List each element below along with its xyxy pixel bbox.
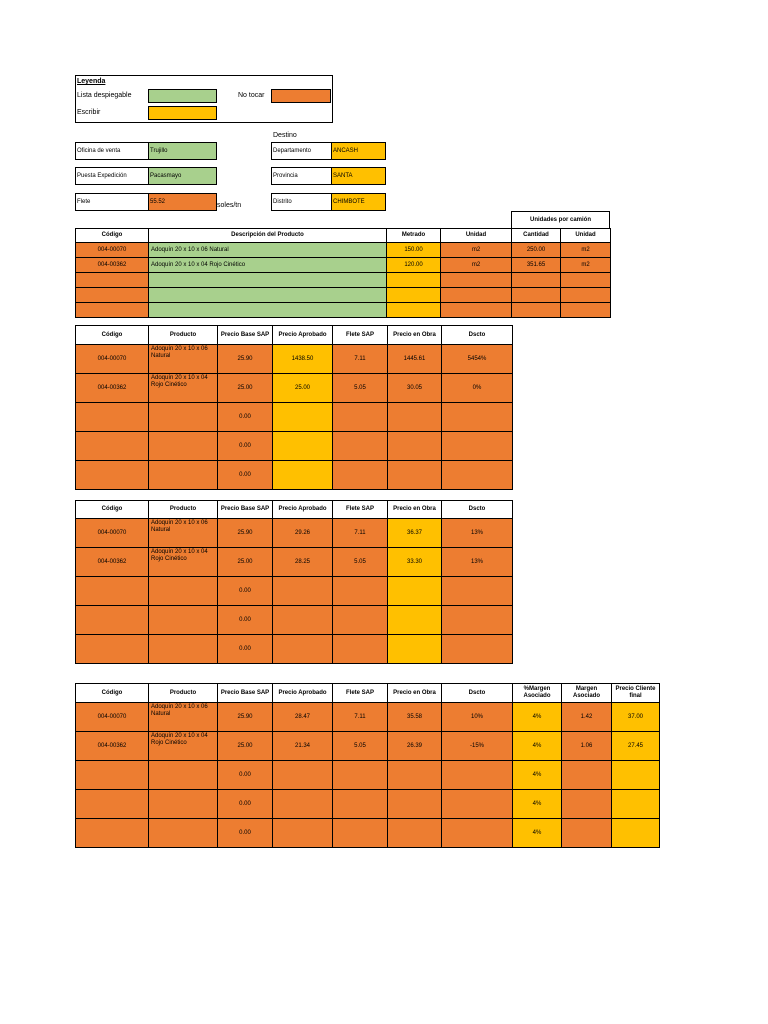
cell-precio-aprobado-input[interactable]: 1438.50 — [273, 345, 333, 374]
legend-swatch-donttouch — [271, 89, 331, 103]
col-precio-aprobado: Precio Aprobado — [273, 326, 333, 345]
cell-precio-base: 0.00 — [218, 432, 273, 461]
legend-swatch-write — [148, 106, 217, 120]
cell-precio-cliente-input[interactable]: 37.00 — [612, 703, 660, 732]
flete-label: Flete — [77, 199, 91, 205]
destination-title: Destino — [273, 132, 297, 139]
cell-dscto: 0% — [442, 374, 513, 403]
col-codigo: Código — [76, 229, 149, 243]
cell-precio-base: 0.00 — [218, 819, 273, 848]
cell-precio-obra: 30.05 — [388, 374, 442, 403]
cell-precio-obra-input[interactable]: 36.37 — [388, 519, 442, 548]
cell-margen — [562, 761, 612, 790]
cell-precio-cliente-input[interactable] — [612, 819, 660, 848]
puesta-select[interactable] — [148, 167, 217, 185]
cell-producto: Adoquín 20 x 10 x 06 Natural — [149, 703, 218, 732]
cell-precio-obra — [388, 790, 442, 819]
cell-margen: 1.42 — [562, 703, 612, 732]
col-cantidad: Cantidad — [512, 229, 561, 243]
cell-dscto — [442, 577, 513, 606]
oficina-select[interactable] — [148, 142, 217, 160]
price2-header-row — [76, 501, 513, 519]
col-precio-aprobado: Precio Aprobado — [273, 684, 333, 703]
cell-codigo: 004-00362 — [76, 258, 149, 273]
col-producto: Producto — [149, 501, 218, 519]
table-row — [76, 374, 513, 403]
cell-producto: Adoquín 20 x 10 x 04 Rojo Cinético — [149, 548, 218, 577]
cell-codigo: 004-00070 — [76, 703, 149, 732]
cell-flete: 5.05 — [333, 548, 388, 577]
cell-precio-cliente-input[interactable] — [612, 790, 660, 819]
cell-codigo — [76, 761, 149, 790]
cell-precio-aprobado: 28.47 — [273, 703, 333, 732]
cell-pct-margen-input[interactable]: 4% — [513, 732, 562, 761]
cell-codigo — [76, 577, 149, 606]
price-table-2 — [75, 500, 513, 664]
cell-unidad — [441, 288, 512, 303]
col-codigo: Código — [76, 501, 149, 519]
cell-precio-base: 25.90 — [218, 703, 273, 732]
cell-cantidad — [512, 303, 561, 318]
table-row — [76, 403, 513, 432]
table-row — [76, 732, 660, 761]
cell-dscto — [442, 403, 513, 432]
cell-precio-base: 25.00 — [218, 374, 273, 403]
col-flete-sap: Flete SAP — [333, 684, 388, 703]
cell-precio-aprobado-input[interactable] — [273, 461, 333, 490]
cell-dscto — [442, 432, 513, 461]
cell-precio-base: 0.00 — [218, 403, 273, 432]
cell-producto: Adoquín 20 x 10 x 04 Rojo Cinético — [149, 374, 218, 403]
cell-dscto — [442, 790, 513, 819]
col-metrado: Metrado — [387, 229, 441, 243]
col-precio-cliente: Precio Cliente final — [612, 684, 660, 703]
table-row — [76, 606, 513, 635]
cell-precio-aprobado: 28.25 — [273, 548, 333, 577]
puesta-label: Puesta Expedición — [77, 173, 127, 179]
cell-precio-obra — [388, 432, 442, 461]
cell-producto — [149, 432, 218, 461]
table-row — [76, 243, 611, 258]
cell-flete — [333, 790, 388, 819]
units-per-truck-header — [511, 211, 610, 229]
cell-flete — [333, 606, 388, 635]
table-row — [76, 761, 660, 790]
col-unidad-camion: Unidad — [561, 229, 611, 243]
col-margen: Margen Asociado — [562, 684, 612, 703]
cell-codigo — [76, 819, 149, 848]
table-row — [76, 461, 513, 490]
cell-producto — [149, 635, 218, 664]
table-row — [76, 288, 611, 303]
cell-producto — [149, 761, 218, 790]
cell-margen: 1.06 — [562, 732, 612, 761]
cell-precio-base: 25.90 — [218, 345, 273, 374]
cell-precio-aprobado-input[interactable]: 25.00 — [273, 374, 333, 403]
cell-precio-base: 25.00 — [218, 732, 273, 761]
col-producto: Producto — [149, 326, 218, 345]
cell-dscto — [442, 606, 513, 635]
units-per-truck-label: Unidades por camión — [529, 217, 591, 223]
cell-precio-aprobado — [273, 577, 333, 606]
legend-title: Leyenda — [77, 78, 106, 85]
cell-precio-cliente-input[interactable]: 27.45 — [612, 732, 660, 761]
cell-codigo — [76, 461, 149, 490]
oficina-label: Oficina de venta — [77, 148, 121, 154]
cell-codigo: 004-00362 — [76, 374, 149, 403]
cell-codigo: 004-00362 — [76, 732, 149, 761]
table-row — [76, 345, 513, 374]
table-row — [76, 635, 513, 664]
cell-precio-base: 25.00 — [218, 548, 273, 577]
cell-pct-margen-input[interactable]: 4% — [513, 819, 562, 848]
distrito-value: CHIMBOTE — [333, 199, 365, 205]
cell-pct-margen-input[interactable]: 4% — [513, 790, 562, 819]
cell-producto — [149, 606, 218, 635]
cell-precio-base: 25.90 — [218, 519, 273, 548]
cell-flete — [333, 577, 388, 606]
cell-precio-aprobado-input[interactable] — [273, 403, 333, 432]
cell-codigo — [76, 790, 149, 819]
flete-unit: soles/tn — [217, 202, 242, 209]
cell-unidad-camion — [561, 273, 611, 288]
departamento-input[interactable] — [331, 142, 386, 160]
legend-swatch-dropdown — [148, 89, 217, 103]
col-pct-margen: %Margen Asociado — [513, 684, 562, 703]
cell-cantidad — [512, 273, 561, 288]
cell-codigo — [76, 403, 149, 432]
cell-precio-obra-input[interactable]: 33.30 — [388, 548, 442, 577]
cell-codigo: 004-00362 — [76, 548, 149, 577]
cell-precio-aprobado: 29.26 — [273, 519, 333, 548]
cell-flete — [333, 461, 388, 490]
cell-flete — [333, 403, 388, 432]
col-producto: Producto — [149, 684, 218, 703]
cell-precio-obra: 1445.61 — [388, 345, 442, 374]
cell-dscto — [442, 819, 513, 848]
cell-precio-aprobado-input[interactable] — [273, 432, 333, 461]
cell-codigo: 004-00070 — [76, 519, 149, 548]
col-unidad: Unidad — [441, 229, 512, 243]
cell-descripcion-select[interactable] — [149, 288, 387, 303]
distrito-label: Distrito — [273, 199, 292, 205]
cell-unidad-camion: m2 — [561, 243, 611, 258]
cell-metrado-input[interactable]: 120.00 — [387, 258, 441, 273]
cell-metrado-input[interactable] — [387, 303, 441, 318]
cell-precio-aprobado — [273, 819, 333, 848]
legend-label-write: Escribir — [77, 109, 101, 116]
cell-codigo: 004-00070 — [76, 243, 149, 258]
price1-header-row — [76, 326, 513, 345]
cell-precio-base: 0.00 — [218, 461, 273, 490]
cell-descripcion-select[interactable] — [149, 303, 387, 318]
table-row — [76, 519, 513, 548]
col-precio-aprobado: Precio Aprobado — [273, 501, 333, 519]
col-precio-base-sap: Precio Base SAP — [218, 501, 273, 519]
table-row — [76, 577, 513, 606]
provincia-value: SANTA — [333, 173, 353, 179]
cell-metrado-input[interactable] — [387, 273, 441, 288]
table-row — [76, 703, 660, 732]
puesta-value: Pacasmayo — [150, 173, 182, 179]
cell-dscto: 10% — [442, 703, 513, 732]
cell-pct-margen-input[interactable]: 4% — [513, 761, 562, 790]
departamento-value: ANCASH — [333, 148, 359, 154]
cell-flete — [333, 819, 388, 848]
table-row — [76, 548, 513, 577]
cell-codigo: 004-00070 — [76, 345, 149, 374]
cell-metrado-input[interactable] — [387, 288, 441, 303]
cell-precio-aprobado — [273, 761, 333, 790]
cell-precio-obra — [388, 761, 442, 790]
cell-unidad-camion — [561, 288, 611, 303]
cell-producto: Adoquín 20 x 10 x 06 Natural — [149, 519, 218, 548]
cell-precio-obra — [388, 461, 442, 490]
cell-dscto — [442, 761, 513, 790]
cell-producto — [149, 790, 218, 819]
col-descripcion: Descripción del Producto — [149, 229, 387, 243]
cell-unidad-camion: m2 — [561, 258, 611, 273]
cell-flete — [333, 432, 388, 461]
cell-precio-aprobado: 21.34 — [273, 732, 333, 761]
col-flete-sap: Flete SAP — [333, 501, 388, 519]
cell-producto — [149, 461, 218, 490]
col-precio-base-sap: Precio Base SAP — [218, 684, 273, 703]
col-flete-sap: Flete SAP — [333, 326, 388, 345]
legend-label-donttouch: No tocar — [238, 92, 265, 99]
products-header-row — [76, 229, 611, 243]
cell-unidad: m2 — [441, 243, 512, 258]
cell-precio-obra: 26.39 — [388, 732, 442, 761]
products-table — [75, 228, 611, 318]
col-precio-obra: Precio en Obra — [388, 326, 442, 345]
cell-precio-base: 0.00 — [218, 790, 273, 819]
table-row — [76, 258, 611, 273]
cell-producto — [149, 819, 218, 848]
cell-dscto — [442, 461, 513, 490]
cell-precio-aprobado — [273, 606, 333, 635]
cell-precio-obra-input[interactable] — [388, 635, 442, 664]
cell-flete — [333, 761, 388, 790]
cell-dscto: 13% — [442, 519, 513, 548]
cell-precio-obra — [388, 819, 442, 848]
distrito-input[interactable] — [331, 193, 386, 211]
table-row — [76, 303, 611, 318]
table-row — [76, 819, 660, 848]
cell-margen — [562, 790, 612, 819]
cell-codigo — [76, 303, 149, 318]
cell-pct-margen-input[interactable]: 4% — [513, 703, 562, 732]
cell-producto — [149, 577, 218, 606]
cell-cantidad: 351.65 — [512, 258, 561, 273]
price-table-1 — [75, 325, 513, 490]
col-dscto: Dscto — [442, 501, 513, 519]
col-dscto: Dscto — [442, 684, 513, 703]
table-row — [76, 432, 513, 461]
cell-descripcion-select[interactable] — [149, 273, 387, 288]
cell-precio-base: 0.00 — [218, 761, 273, 790]
col-codigo: Código — [76, 684, 149, 703]
cell-flete — [333, 635, 388, 664]
cell-flete: 7.11 — [333, 703, 388, 732]
table-row — [76, 790, 660, 819]
cell-codigo — [76, 273, 149, 288]
oficina-value: Trujillo — [150, 148, 168, 154]
cell-precio-obra-input[interactable] — [388, 606, 442, 635]
cell-dscto: 13% — [442, 548, 513, 577]
col-dscto: Dscto — [442, 326, 513, 345]
cell-metrado-input[interactable]: 150.00 — [387, 243, 441, 258]
cell-dscto: -15% — [442, 732, 513, 761]
cell-descripcion-select[interactable]: Adoquín 20 x 10 x 04 Rojo Cinético — [149, 258, 387, 273]
price-table-3 — [75, 683, 660, 848]
departamento-label: Departamento — [273, 148, 312, 154]
cell-precio-base: 0.00 — [218, 635, 273, 664]
cell-descripcion-select[interactable]: Adoquín 20 x 10 x 06 Natural — [149, 243, 387, 258]
cell-producto: Adoquín 20 x 10 x 06 Natural — [149, 345, 218, 374]
col-precio-obra: Precio en Obra — [388, 684, 442, 703]
cell-dscto — [442, 635, 513, 664]
cell-unidad — [441, 303, 512, 318]
cell-precio-base: 0.00 — [218, 577, 273, 606]
cell-codigo — [76, 635, 149, 664]
cell-producto — [149, 403, 218, 432]
cell-dscto: 5454% — [442, 345, 513, 374]
cell-flete: 5.05 — [333, 732, 388, 761]
cell-flete: 7.11 — [333, 345, 388, 374]
cell-codigo — [76, 288, 149, 303]
legend-label-dropdown: Lista despiegable — [77, 92, 132, 99]
flete-value: 55.52 — [150, 199, 166, 205]
cell-codigo — [76, 606, 149, 635]
cell-unidad — [441, 273, 512, 288]
cell-precio-obra — [388, 403, 442, 432]
provincia-input[interactable] — [331, 167, 386, 185]
cell-producto: Adoquín 20 x 10 x 04 Rojo Cinético — [149, 732, 218, 761]
col-precio-obra: Precio en Obra — [388, 501, 442, 519]
cell-precio-base: 0.00 — [218, 606, 273, 635]
cell-precio-obra: 35.58 — [388, 703, 442, 732]
table-row — [76, 273, 611, 288]
cell-cantidad: 250.00 — [512, 243, 561, 258]
col-codigo: Código — [76, 326, 149, 345]
cell-flete: 5.05 — [333, 374, 388, 403]
flete-value-cell — [148, 193, 217, 211]
cell-flete: 7.11 — [333, 519, 388, 548]
col-precio-base-sap: Precio Base SAP — [218, 326, 273, 345]
cell-unidad: m2 — [441, 258, 512, 273]
cell-precio-obra-input[interactable] — [388, 577, 442, 606]
cell-margen — [562, 819, 612, 848]
provincia-label: Provincia — [273, 173, 298, 179]
cell-precio-aprobado — [273, 635, 333, 664]
price3-header-row — [76, 684, 660, 703]
cell-codigo — [76, 432, 149, 461]
cell-cantidad — [512, 288, 561, 303]
cell-precio-cliente-input[interactable] — [612, 761, 660, 790]
cell-precio-aprobado — [273, 790, 333, 819]
cell-unidad-camion — [561, 303, 611, 318]
